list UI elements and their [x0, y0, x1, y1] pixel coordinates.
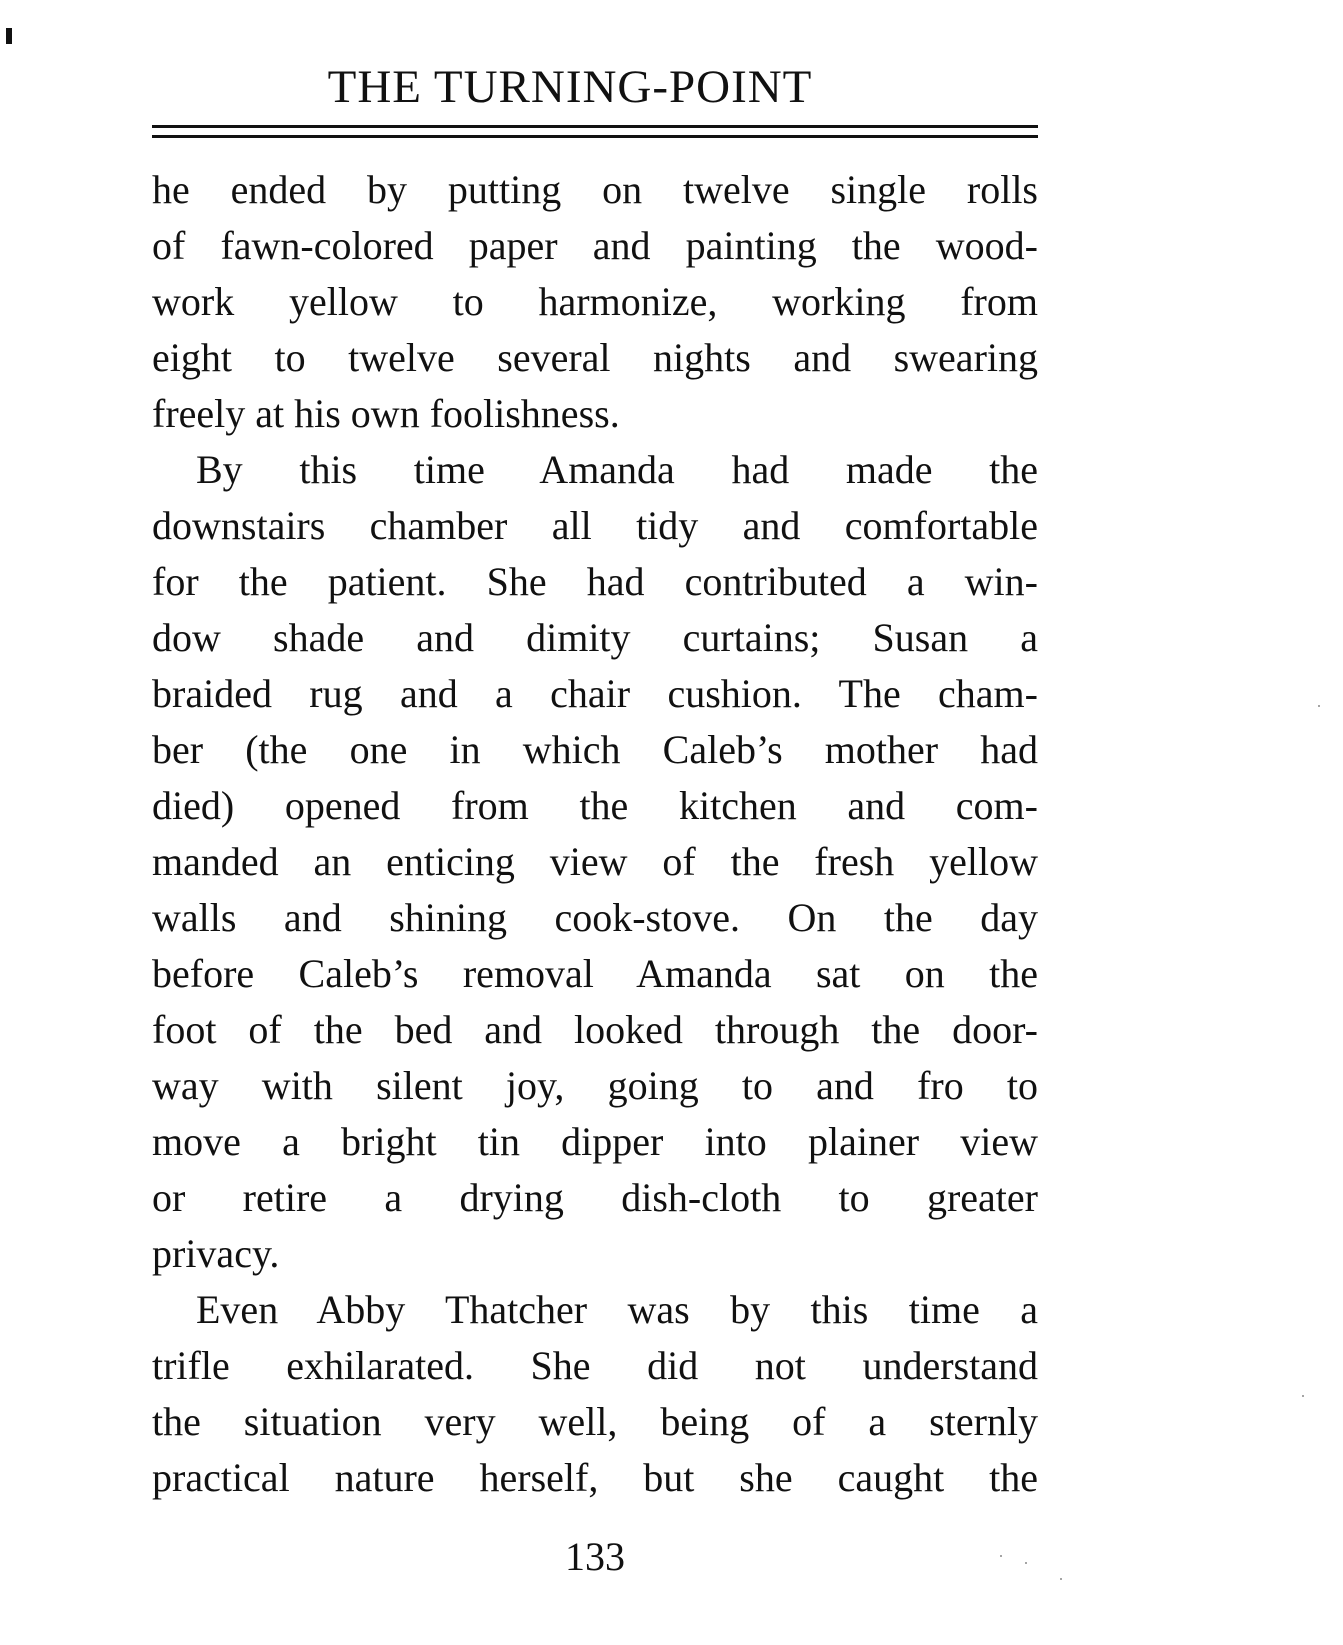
header-rule-top [152, 125, 1038, 128]
scan-speck [1000, 1555, 1002, 1557]
text-line: move a bright tin dipper into plainer view [152, 1119, 1038, 1164]
text-line: for the patient. She had contributed a win- [152, 559, 1038, 604]
text-line: braided rug and a chair cushion. The cham- [152, 671, 1038, 716]
text-line: eight to twelve several nights and swearing [152, 335, 1038, 380]
text-line: or retire a drying dish-cloth to greater [152, 1175, 1038, 1220]
body-text [152, 162, 1038, 1506]
scan-margin-mark [6, 28, 12, 44]
text-line: practical nature herself, but she caught the [152, 1455, 1038, 1500]
text-line: Even Abby Thatcher was by this time a [196, 1287, 1038, 1332]
scan-speck [1060, 1578, 1062, 1580]
text-line: way with silent joy, going to and fro to [152, 1063, 1038, 1108]
text-line: he ended by putting on twelve single rolls [152, 167, 1038, 212]
text-line: died) opened from the kitchen and com- [152, 783, 1038, 828]
text-line: trifle exhilarated. She did not understand [152, 1343, 1038, 1388]
text-line: downstairs chamber all tidy and comfortable [152, 503, 1038, 548]
text-line: foot of the bed and looked through the door- [152, 1007, 1038, 1052]
text-line: freely at his own foolishness. [152, 391, 620, 436]
text-line: the situation very well, being of a sternly [152, 1399, 1038, 1444]
text-line: dow shade and dimity curtains; Susan a [152, 615, 1038, 660]
header-rule-bottom [152, 135, 1038, 138]
page-number: 133 [565, 1534, 625, 1579]
text-line: privacy. [152, 1231, 280, 1276]
scan-speck [1302, 1395, 1304, 1397]
scan-speck [1318, 705, 1320, 707]
text-line: ber (the one in which Caleb’s mother had [152, 727, 1038, 772]
text-line: walls and shining cook-stove. On the day [152, 895, 1038, 940]
scan-speck [1025, 1562, 1027, 1564]
text-line: of fawn-colored paper and painting the wood- [152, 223, 1038, 268]
text-line: work yellow to harmonize, working from [152, 279, 1038, 324]
text-line: By this time Amanda had made the [196, 447, 1038, 492]
running-title: THE TURNING-POINT [327, 61, 813, 113]
text-line: manded an enticing view of the fresh yellow [152, 839, 1038, 884]
text-line: before Caleb’s removal Amanda sat on the [152, 951, 1038, 996]
page-header [152, 56, 1038, 118]
